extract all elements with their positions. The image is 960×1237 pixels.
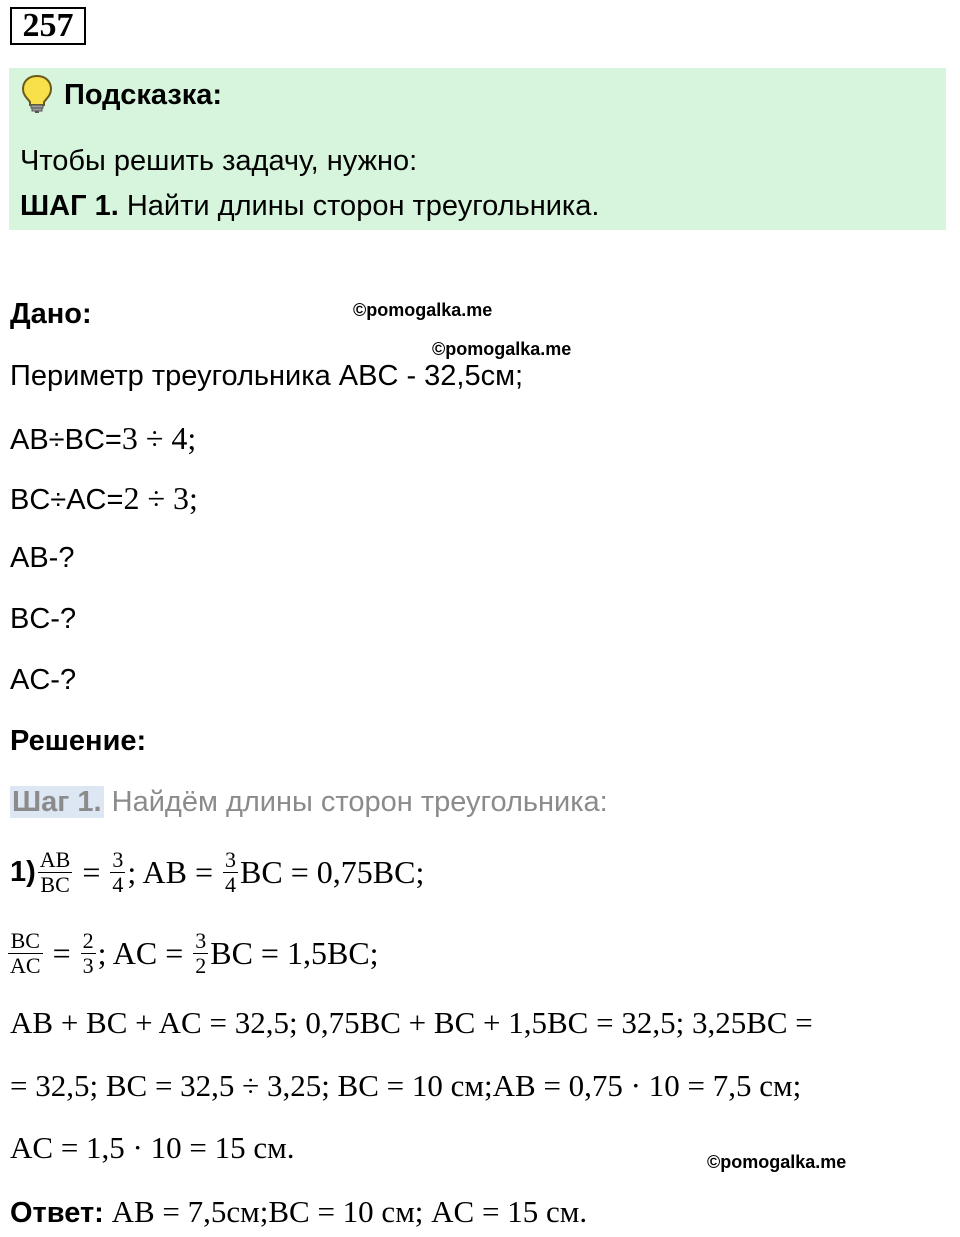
watermark: ©pomogalka.me: [707, 1152, 847, 1172]
denominator: 4: [112, 871, 124, 897]
hint-step-text: Найти длины сторон треугольника.: [118, 190, 600, 222]
lightbulb-icon: [20, 74, 54, 114]
solution-line-3: AB + BC + AC = 32,5; 0,75BC + BC + 1,5BC = 32,5; 3,25BC =: [10, 1005, 813, 1040]
solution-line-2: [6, 923, 379, 983]
fraction: [110, 848, 125, 897]
denominator: AC: [10, 952, 41, 978]
math-text: ; AC =: [97, 934, 192, 971]
solution-step-text: Найдём длины сторон треугольника:: [103, 786, 608, 818]
solution-heading: Решение:: [10, 725, 147, 757]
numerator: 3: [195, 927, 207, 953]
solution-step: [10, 786, 608, 819]
hint-line: Чтобы решить задачу, нужно:: [20, 145, 418, 177]
solution-step-label: Шаг 1.: [12, 786, 102, 818]
math-text: =: [74, 853, 109, 890]
given-ratio-1: [10, 420, 196, 457]
fraction: [38, 848, 73, 897]
solution-line-1: [10, 842, 424, 902]
math-text: BC = 1,5BC;: [210, 934, 379, 971]
question-ac: AC-?: [10, 664, 77, 696]
fraction: [193, 929, 208, 978]
fraction: [8, 929, 43, 978]
answer-text: AB = 7,5см;BC = 10 см; AC = 15 см.: [103, 1194, 588, 1229]
numerator: 3: [225, 846, 237, 872]
question-bc: BC-?: [10, 603, 77, 635]
math-text: =: [44, 934, 79, 971]
given-ratio-2: [10, 480, 198, 517]
fraction: [81, 929, 96, 978]
answer-label: Ответ:: [10, 1197, 104, 1229]
numerator: 3: [112, 846, 124, 872]
problem-number: 257: [10, 7, 86, 45]
solution-line-4: = 32,5; BC = 32,5 ÷ 3,25; BC = 10 см;AB = 0,75 · 10 = 7,5 см;: [10, 1068, 802, 1103]
hint-step: [20, 190, 599, 223]
answer-line: [10, 1194, 587, 1230]
numerator: AB: [39, 846, 71, 872]
watermark: ©pomogalka.me: [432, 339, 572, 359]
numerator: BC: [8, 929, 43, 954]
solution-line-5: AC = 1,5 · 10 = 15 см.: [10, 1130, 295, 1165]
ratio-left: BC÷AC=: [10, 484, 124, 516]
math-text: BC = 0,75BC;: [240, 853, 425, 890]
watermark: ©pomogalka.me: [353, 300, 493, 320]
hint-step-label: ШАГ 1.: [20, 190, 119, 222]
given-perimeter: Периметр треугольника ABC - 32,5см;: [10, 360, 524, 392]
line-prefix: 1): [10, 855, 36, 888]
math-text: ; AB =: [127, 853, 222, 890]
denominator: 4: [225, 871, 237, 897]
question-ab: AB-?: [10, 542, 75, 574]
hint-title: Подсказка:: [64, 79, 223, 111]
ratio-left: AB÷BC=: [10, 424, 122, 456]
denominator: 2: [195, 952, 207, 978]
ratio-right: 2 ÷ 3;: [123, 480, 198, 516]
fraction: [223, 848, 238, 897]
given-heading: Дано:: [10, 298, 92, 330]
denominator: 3: [82, 952, 94, 978]
ratio-right: 3 ÷ 4;: [121, 420, 197, 456]
numerator: 2: [82, 927, 94, 953]
denominator: BC: [40, 871, 70, 897]
